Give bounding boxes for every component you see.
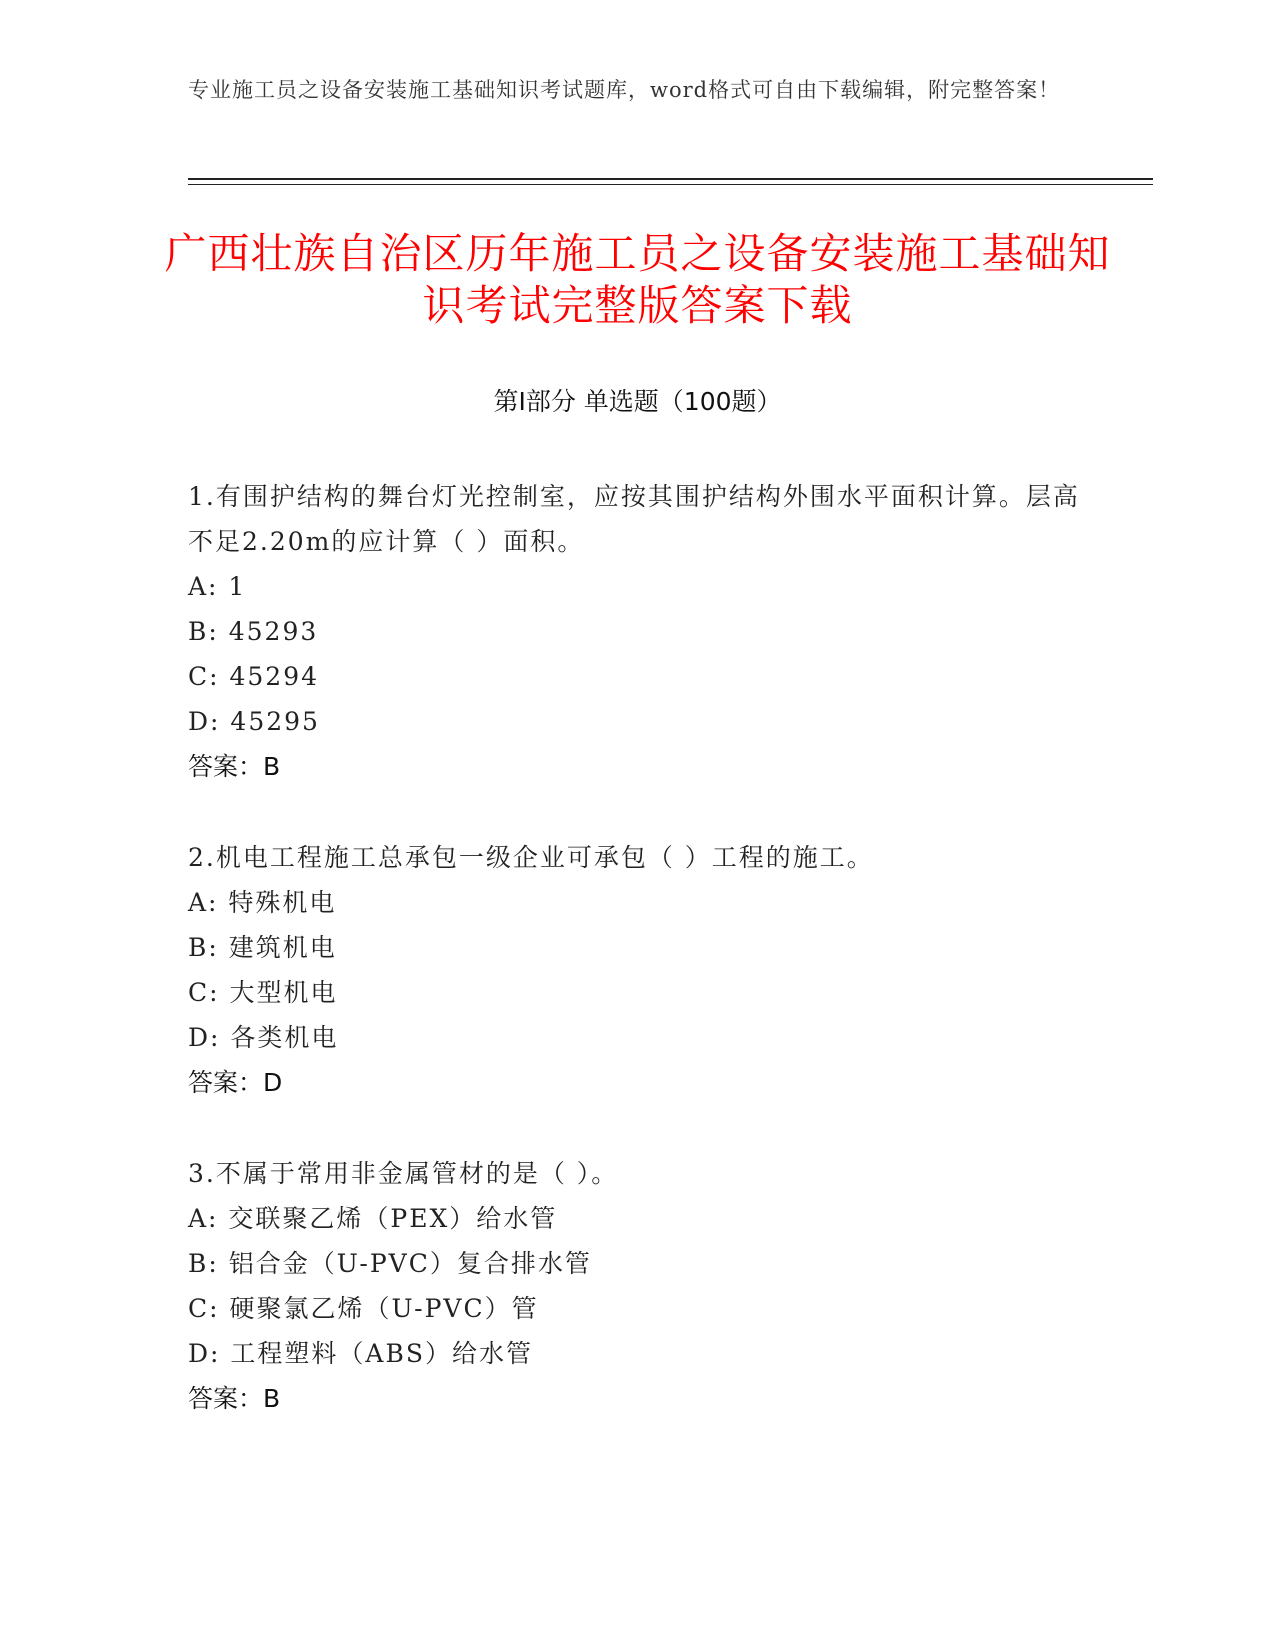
option-a: A: 1 [188,572,247,601]
option-b: B: 45293 [188,617,319,646]
option-c: C: 硬聚氯乙烯（U-PVC）管 [188,1294,539,1323]
question-3 [188,1151,1088,1421]
question-stem: 3.不属于常用非金属管材的是（ ）。 [188,1159,619,1188]
header-note: 专业施工员之设备安装施工基础知识考试题库，word格式可自由下载编辑，附完整答案！ [188,78,1061,102]
header-rule-thick [188,178,1153,180]
answer: 答案：D [188,1068,283,1097]
option-a: A: 交联聚乙烯（PEX）给水管 [188,1204,558,1233]
option-c: C: 45294 [188,662,320,691]
question-2 [188,835,1088,1105]
option-d: D: 工程塑料（ABS）给水管 [188,1339,533,1368]
option-b: B: 建筑机电 [188,933,337,962]
option-d: D: 各类机电 [188,1023,339,1052]
answer: 答案：B [188,1384,281,1413]
option-a: A: 特殊机电 [188,888,337,917]
option-d: D: 45295 [188,707,320,736]
document-title: 广西壮族自治区历年施工员之设备安装施工基础知识考试完整版答案下载 [164,229,1111,330]
question-1 [188,474,1088,789]
answer: 答案：B [188,752,281,781]
header-rule-thin [188,184,1153,185]
question-stem: 1.有围护结构的舞台灯光控制室，应按其围护结构外围水平面积计算。层高不足2.20m的应计算（ ）面积。 [188,482,1080,556]
section-title: 第I部分 单选题（100题） [493,387,782,416]
option-b: B: 铝合金（U-PVC）复合排水管 [188,1249,592,1278]
question-list [188,474,1088,1467]
question-stem: 2.机电工程施工总承包一级企业可承包（ ）工程的施工。 [188,843,874,872]
option-c: C: 大型机电 [188,978,338,1007]
